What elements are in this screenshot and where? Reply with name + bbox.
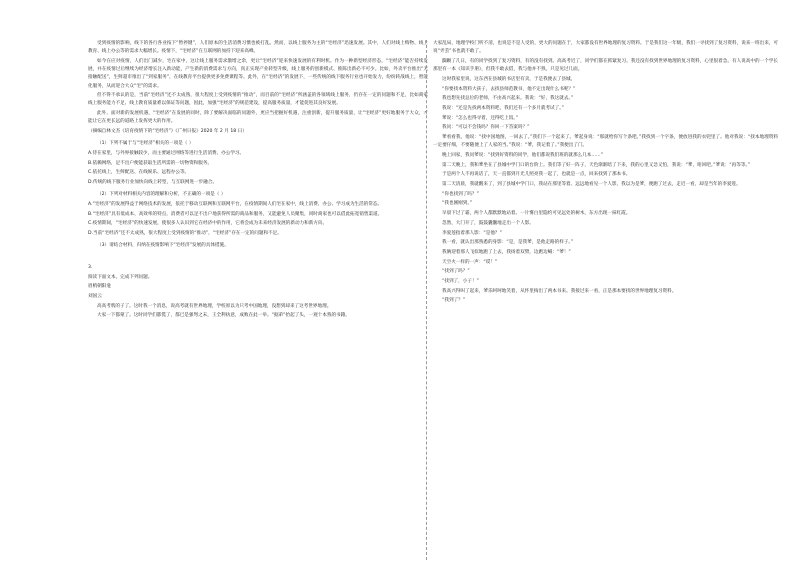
paragraph: 晚上回家，我问爹说：“找到好资料的同学，他们都说我们班的就那么几本……” (442, 152, 603, 158)
author: 刘国云 (88, 294, 102, 300)
paragraph: 我高兴得叫了起来，爹乐呵呵地笑着，从怀里掏出了两本书来。我接过来一看，正是那本要找的世界地理复习资料。 (442, 288, 677, 294)
paragraph: 这时我家里说，这东西在县城的书店里有卖，于是我便去了县城。 (442, 76, 576, 82)
paragraph: “你也找到了吗？” (442, 191, 479, 197)
paragraph: 大家乱局，地理学校门听不清，也说是不是人受的，更大的问题在于，大家都没有世界地理的复习资料。于是我们这一年级，我们一寻找到了复习资料，说来一班出来，可说“弄丢”书也就不敢了。 (433, 41, 778, 55)
paragraph: 我俩迎着那人飞似地跑了上去，我扬着双臂，边跑边喊：“爹！” (442, 249, 571, 255)
paragraph: 受到疫情的影响，线下的各行各业按下“暂停键”，人们原本的生活消费习惯也被打乱。然而，以线上服务为主的“宅经济”迅速发展。其中，人们对线上购物、线上教育、线上办公等的需求大幅增长。疫情下，“宅经济”在互联网的加持下迎来高峰。 (88, 41, 428, 55)
left-column (88, 40, 428, 322)
paragraph: 高高考鸦的子了。这时我一个消息，说高考就有世界地理，学校原以为只考中国地理，没想到却来了这考世界地理。 (97, 303, 332, 309)
paragraph: 我也想先找总位的老师，不由高兴起来。我说：“好，我这就去。” (442, 96, 574, 102)
question-number: 3. (88, 264, 93, 270)
option: D.传统的线下服务行业加快向线上转型，与互联网进一步融合。 (88, 180, 218, 186)
paragraph: 爹说：“怎么也得寻着，还得吃上饭。” (442, 115, 518, 121)
option: C.疫情期间，“宅经济”的快速发展，使很多人认识到它在经济中的作用，它将会成为未来经济发展的新动力和新方向。 (88, 221, 328, 227)
paragraph: 我一看，就认出那熟悉的身影：“是，是我爹，是他走路的样子。” (442, 240, 574, 246)
paragraph: 李爱莲指着那人影：“是他？” (442, 230, 502, 236)
instruction: 阅读下面文本，完成下列问题。 (88, 274, 153, 280)
paragraph: 如今在应对疫情，人们出门减少，宅在家中，这让线上服务需求激增之余，更让“宅经济”迎来快速发展的有利时机。作为一种新型经济形态，“宅经济”能否持续发展，并在疫情过后继续为经济增长注入新动能，产生新的消费需求与方向，真正实现产业转型升级，线上服务的创新模式、推陈出新必不可少。比如，外卖平台推出“无接触配送”，生鲜超市推出了“到家服务”，在线教育平台提供更多免费课程等。此外，在“宅经济”的发展下，一些传统的线下服务行业也开始发力，纷纷转战线上，智能化服务，从而迎合大众“宅”的需求。 (88, 58, 428, 89)
paragraph: 大家一下都蒙了。这时同学们都慌了，都已是强弩之末，王全利执意，成败在此一举。“据弟”抬起了头，一观十本熟的书籍。 (97, 313, 350, 319)
paragraph: 第二天晚上，我和爹坐在了县城中学门口的台阶上。我们等了好一阵子，天色渐渐暗了下来，我的心里又急又怕，我说：“爹，咱回吧。”爹说：“再等等。” (442, 162, 751, 168)
option: D.当前“宅经济”还不太成熟，很大程度上受到疫情的“推动”，“宅经济”存在一定的问题和不足。 (88, 231, 282, 237)
paragraph: 天空火一样的一声：“哎！” (442, 259, 498, 265)
paragraph: “找到了，小子！” (442, 279, 479, 285)
option: A.“宅经济”的发展得益于网络技术的发展，依托于移动互联网和互联网平台，在疫情期间人们宅在家中，线上消费、办公、学习成为生活的常态。 (88, 201, 383, 207)
option: A.待在家里，与外界接触较少，而主要通过网络等进行生活消费、办公学习。 (88, 150, 245, 156)
question-2: （2）下列对材料相关内容的理解和分析，不正确的一项是（ ） (97, 192, 226, 198)
paragraph: “找到了吗？” (442, 269, 470, 275)
right-column (433, 40, 778, 307)
paragraph: 但不得不承认的是，当前“宅经济”还不太成熟，很大程度上受到疫情的“推动”，而目前的“宅经济”所涵盖的各领域线上服务，仍存在一定的问题和不足，比如商家线上服务能力不足、线上教育质量难以保证等问题，因此，加强“宅经济”的规范建设，提高服务质量，才能促进其良好发展。 (88, 93, 428, 107)
paragraph: 我说：“还是先找两本资料吧，我们还有一个多月就考试了。” (442, 105, 564, 111)
column-divider (426, 40, 427, 560)
paragraph: 于是两个人不再说话了，天一直都到月光儿照亮我一起了，也就是一点，回来找到了那本书。 (442, 172, 631, 178)
story-title: 眉梢朝阳龛 (88, 284, 111, 290)
source-citation: （摘编自林文杰《培育疫情下的“宅经济”》《广州日报》2020 年 2 月 18 日） (88, 129, 247, 135)
paragraph: “我也刚刚到。” (442, 201, 473, 207)
paragraph: “我到了？” (442, 298, 466, 304)
paragraph: 我问：“可以不会钱吗？你回一下答案吗？” (442, 125, 530, 131)
paragraph: 忽然，大门开了，鼓鼓囊囊地走出一个人影。 (442, 220, 534, 226)
paragraph: 此外，面对新的发展机遇，“宅经济”在发展的同时，除了要解决面临的问题外，更应当把握好机遇，注重创新，提升服务质量，让“宅经济”更好地服务于大众，才能让它在更长远的道路上发挥更大的作用。 (88, 111, 428, 125)
option: B.依赖网络，足不出户便能获取生活所需的一切物资和服务。 (88, 160, 213, 166)
paragraph: 爹看看我，他说：“找中国地图，一回去了。”我们下一个起来了。爹起身说：“那就给你写个条吧。”我找到一个字条，便放进我的衣兜里了。他对我说：“找本地理资料一定要仔细，不要随便上了人家的当。”我说：“爹，我记着了。”我便出了门。 (433, 135, 778, 149)
paragraph: 踟蹰了几日，有的同学找到了复习资料，有的没有找到。高高考近了，同学们都在抓紧复习。我还没有找到世界地理的复习资料，心里很着急。有人说高中的一个学长那里有一本《知识手册》，但我不敢去借，我与他并不熟，只是见过几面。 (433, 58, 778, 73)
question-1: （1）下列不属于与“宅经济”相关的一项是（ ） (97, 141, 194, 147)
question-3: （3）请结合材料，归纳在疫情影响下“宅经济”发展的具体措施。 (97, 243, 229, 249)
option: B.“宅经济”具有低成本、高效率的特点，消费者可以足不出户地获得所需的商品和服务，又能避免人员聚集，同时商家也可以借此拓宽销售渠道。 (88, 211, 383, 217)
paragraph: “你要找本资料大孩子，去找县师范教书，他不定出现什么书呢？” (442, 86, 576, 92)
paragraph: 第二天清晨，我就醒来了，到了县城中学门口，我站在那里等着。远远地看见一个人影，我以为是爹，便跑了过去，走近一看，却是当年的李爱莲。 (442, 182, 741, 188)
option: C.依托线上，生鲜配送、在线娱乐、远程办公等。 (88, 170, 190, 176)
paragraph: 早晨下过了霜，两个人都默默地站着。一片雾白里隐约可见远处的树木，东方出现一抹红霞。 (442, 211, 631, 217)
